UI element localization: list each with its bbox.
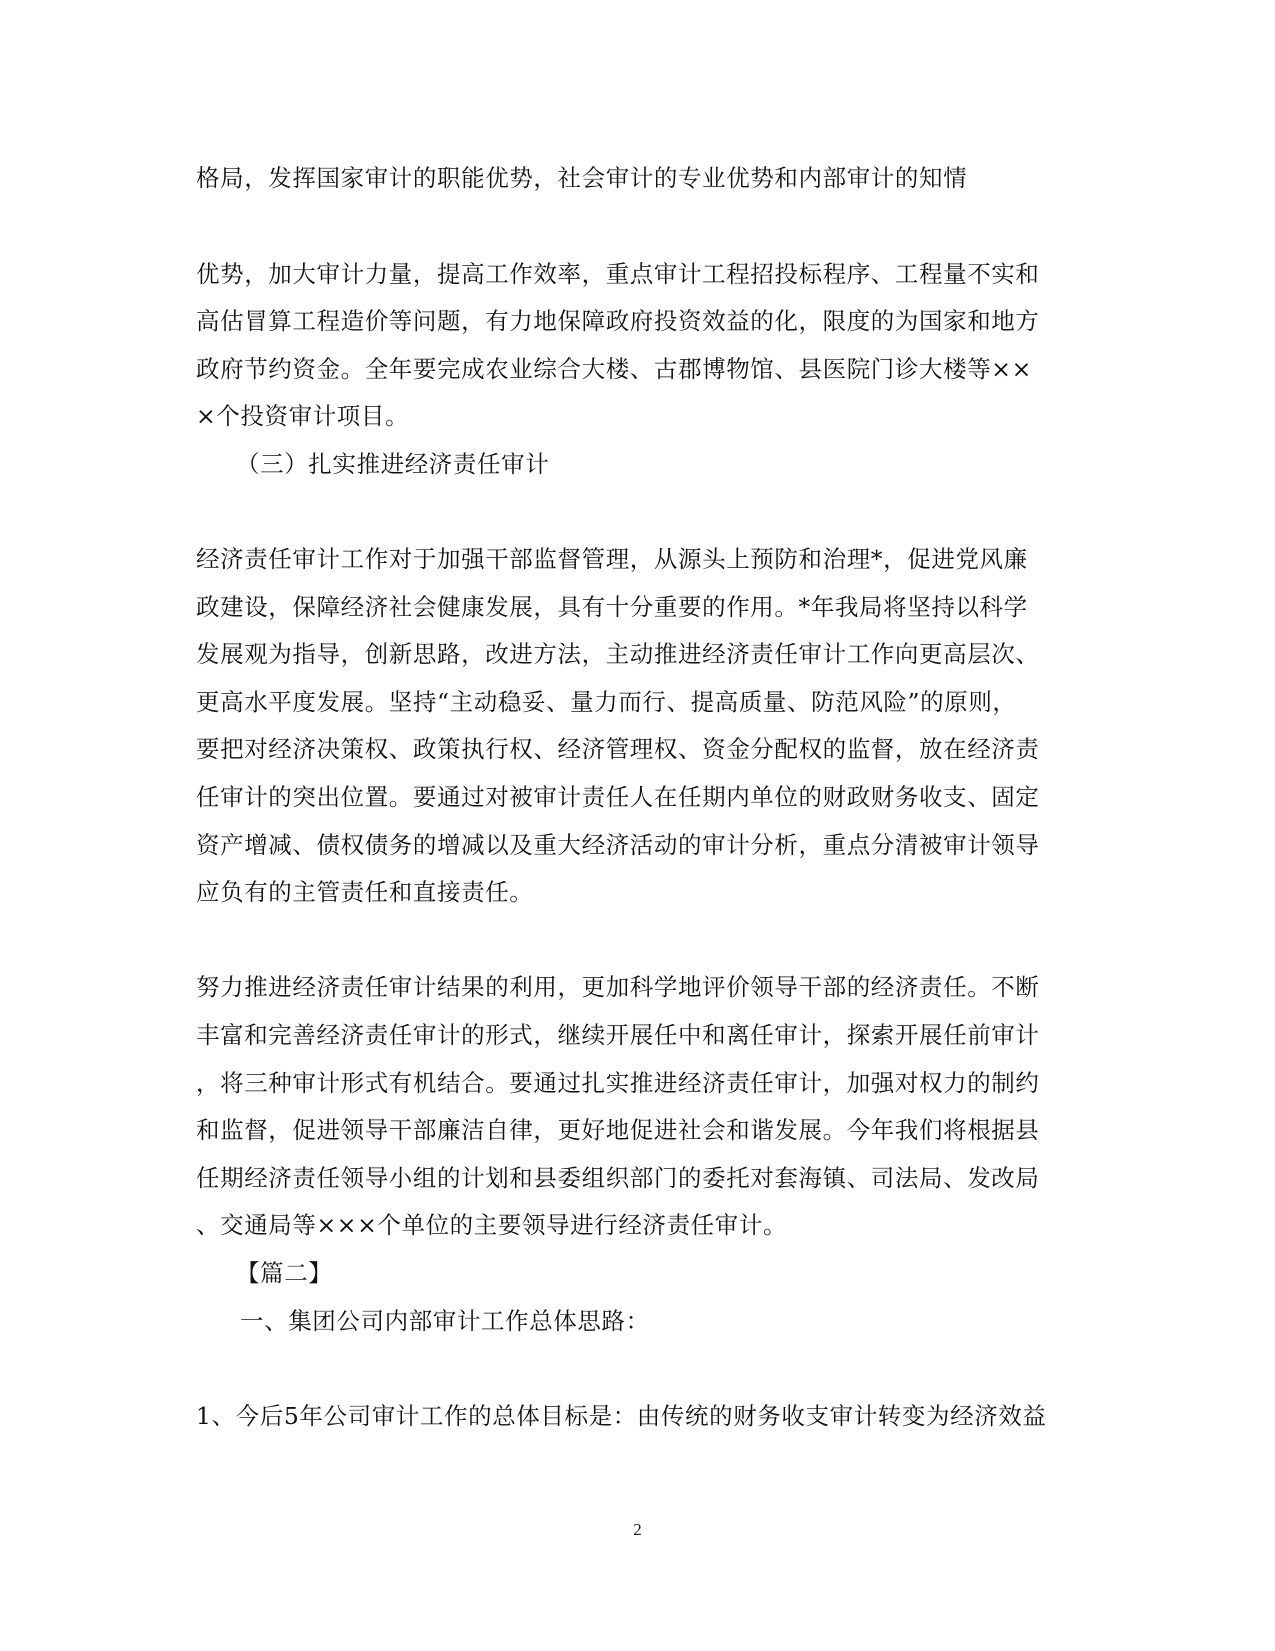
text-line: 政建设，保障经济社会健康发展，具有十分重要的作用。*年我局将坚持以科学 [196,593,1028,621]
text-line: ×个投资审计项目。 [196,402,410,430]
text-line: 政府节约资金。全年要完成农业综合大楼、古郡博物馆、县医院门诊大楼等×× [196,355,1032,383]
text-line: 、交通局等×××个单位的主要领导进行经济责任审计。 [196,1211,788,1239]
page-number: 2 [633,1520,642,1539]
text-line: 和监督，促进领导干部廉洁自律，更好地促进社会和谐发展。今年我们将根据县 [196,1116,1040,1144]
text-line: 努力推进经济责任审计结果的利用，更加科学地评价领导干部的经济责任。不断 [196,973,1040,1001]
section-heading: 一、集团公司内部审计工作总体思路： [240,1307,650,1335]
text-line: 任审计的突出位置。要通过对被审计责任人在任期内单位的财政财务收支、固定 [196,783,1040,811]
text-line: 资产增减、债权债务的增减以及重大经济活动的审计分析，重点分清被审计领导 [196,831,1040,859]
text-line: 丰富和完善经济责任审计的形式，继续开展任中和离任审计，探索开展任前审计 [196,1021,1040,1049]
text-line: 经济责任审计工作对于加强干部监督管理，从源头上预防和治理*，促进党风廉 [196,545,1028,573]
text-line: 发展观为指导，创新思路，改进方法，主动推进经济责任审计工作向更高层次、 [196,640,1040,668]
text-line: 高估冒算工程造价等问题，有力地保障政府投资效益的化，限度的为国家和地方 [196,307,1040,335]
text-line: 要把对经济决策权、政策执行权、经济管理权、资金分配权的监督，放在经济责 [196,735,1040,763]
text-line: 更高水平度发展。坚持“主动稳妥、量力而行、提高质量、防范风险”的原则， [196,688,1017,716]
section-heading: 【篇二】 [236,1259,333,1287]
text-line: 1、今后5年公司审计工作的总体目标是：由传统的财务收支审计转变为经济效益 [196,1402,1047,1430]
text-line: 格局，发挥国家审计的职能优势，社会审计的专业优势和内部审计的知情 [196,164,968,192]
section-heading: （三）扎实推进经济责任审计 [236,450,550,478]
text-line: 任期经济责任领导小组的计划和县委组织部门的委托对套海镇、司法局、发改局 [196,1164,1040,1192]
text-line: 应负有的主管责任和直接责任。 [196,878,534,906]
text-line: 优势，加大审计力量，提高工作效率，重点审计工程招投标程序、工程量不实和 [196,260,1040,288]
text-line: ，将三种审计形式有机结合。要通过扎实推进经济责任审计，加强对权力的制约 [196,1069,1040,1097]
